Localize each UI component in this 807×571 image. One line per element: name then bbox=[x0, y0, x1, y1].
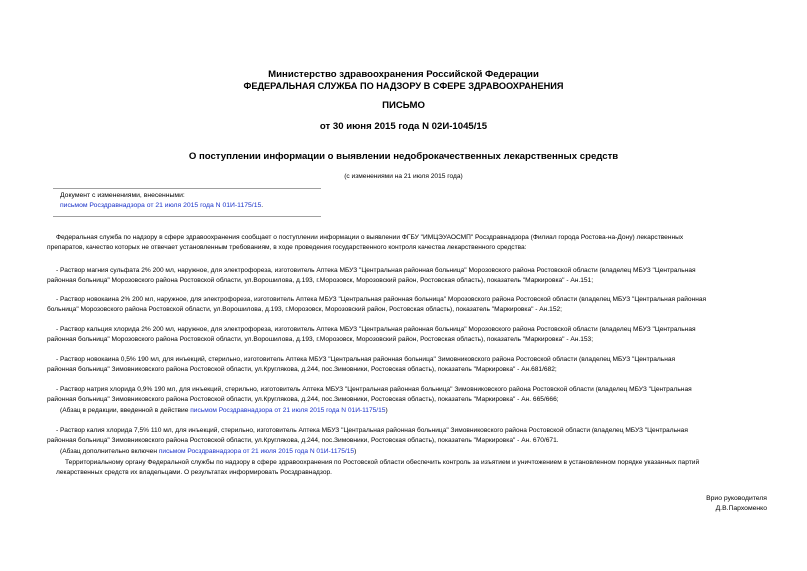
item-3-line-2: районная больница" Морозовского района Ростовской области, ул.Ворошилова, д.193, г.Морозовск, Морозовский район, Ростовская область), показатель "Маркировка" - Ан.153; bbox=[47, 336, 594, 343]
item-2-line-1: - Раствор новокаина 2% 200 мл, наружное, для электрофореза, изготовитель Аптека МБУЗ "Центральная районная больница" Морозовского района Ростовской области (владелец МБУЗ "Центральная районная bbox=[56, 296, 707, 303]
amendment-note-2-prefix: (Абзац дополнительно включен bbox=[60, 448, 159, 455]
item-3 bbox=[47, 325, 772, 345]
signature-position: Врио руководителя bbox=[706, 495, 767, 502]
item-1-line-1: - Раствор магния сульфата 2% 200 мл, наружное, для электрофореза, изготовитель Аптека МБУЗ "Центральная районная больница" Морозовского района Ростовской области (владелец МБУЗ "Центральная bbox=[56, 267, 696, 274]
amendment-link[interactable]: письмом Росздравнадзора от 21 июля 2015 года N 01И-1175/15 bbox=[60, 202, 262, 209]
item-5-line-2: районная больница" Зимовниковского района Ростовской области, ул.Круглякова, д.244, пос.Зимовники, Ростовская область), показатель "Маркировка" - Ан. 665/666; bbox=[47, 396, 559, 403]
signature-name: Д.В.Пархоменко bbox=[715, 504, 767, 512]
changes-note-link-line bbox=[60, 201, 263, 211]
amendment-note-1-suffix: ) bbox=[385, 407, 388, 414]
item-4-line-2: районная больница" Зимовниковского района Ростовской области, ул.Круглякова, д.244, пос.Зимовники, Ростовская область), показатель "Маркировка" - Ан.681/682; bbox=[47, 366, 557, 373]
intro-paragraph bbox=[47, 233, 772, 253]
amendment-note-2-link[interactable]: письмом Росздравнадзора от 21 июля 2015 года N 01И-1175/15 bbox=[158, 448, 355, 455]
item-4-line-1: - Раствор новокаина 0,5% 190 мл, для инъекций, стерильно, изготовитель Аптека МБУЗ "Центральная районная больница" Зимовниковского района Ростовской области (владелец МБУЗ "Центральная bbox=[56, 356, 676, 363]
document-subject: О поступлении информации о выявлении недоброкачественных лекарственных средств bbox=[188, 151, 619, 162]
amendment-note-1-link[interactable]: письмом Росздравнадзора от 21 июля 2015 года N 01И-1175/15 bbox=[190, 407, 386, 414]
changes-divider-top bbox=[53, 188, 321, 189]
closing-line-2: лекарственных средств их владельцами. О результатах информировать Росздравнадзор. bbox=[56, 469, 333, 476]
item-6-line-2: районная больница" Зимовниковского района Ростовской области, ул.Круглякова, д.244, пос.Зимовники, Ростовская область), показатель "Маркировка" - Ан. 670/671. bbox=[47, 437, 559, 444]
amendment-note-2-suffix: ) bbox=[354, 448, 357, 455]
closing-paragraph bbox=[56, 458, 772, 478]
document-type: ПИСЬМО bbox=[382, 100, 425, 111]
ministry-name: Министерство здравоохранения Российской Федерации bbox=[268, 69, 539, 80]
item-3-line-1: - Раствор кальция хлорида 2% 200 мл, наружное, для электрофореза, изготовитель Аптека МБУЗ "Центральная районная больница" Морозовского района Ростовской области (владелец МБУЗ "Центральная bbox=[56, 326, 696, 333]
amendment-note-1 bbox=[60, 406, 388, 415]
item-1 bbox=[47, 266, 772, 286]
service-name: ФЕДЕРАЛЬНАЯ СЛУЖБА ПО НАДЗОРУ В СФЕРЕ ЗДРАВООХРАНЕНИЯ bbox=[243, 81, 564, 91]
amendment-note-2 bbox=[60, 447, 356, 456]
item-5 bbox=[47, 385, 772, 405]
item-5-line-1: - Раствор натрия хлорида 0,9% 190 мл, для инъекций, стерильно, изготовитель Аптека МБУЗ "Центральная районная больница" Зимовниковского района Ростовской области (владелец МБУЗ "Центральная bbox=[56, 386, 692, 393]
changes-note-text: Документ с изменениями, внесенными: bbox=[60, 192, 185, 199]
revision-note: (с изменениями на 21 июля 2015 года) bbox=[344, 173, 463, 180]
signature-block bbox=[706, 494, 767, 513]
amendment-link-suffix: . bbox=[261, 202, 264, 209]
closing-line-1: Территориальному органу Федеральной службы по надзору в сфере здравоохранения по Ростовской области обеспечить контроль за изъятием и уничтожением в установленном порядке указанных партий bbox=[65, 459, 700, 466]
item-4 bbox=[47, 355, 772, 375]
changes-divider-bottom bbox=[53, 216, 321, 217]
item-2-line-2: больница" Морозовского района Ростовской области, ул.Ворошилова, д.193, г.Морозовск, Морозовский район, Ростовская область), показатель "Маркировка" - Ан.152; bbox=[47, 306, 563, 313]
item-2 bbox=[47, 295, 772, 315]
intro-line-1: Федеральная служба по надзору в сфере здравоохранения сообщает о поступлении информации о выявлении ФГБУ "ИМЦЭУАОСМП" Росздравнадзора (Филиал города Ростова-на-Дону) лекарственных bbox=[56, 234, 684, 241]
intro-line-2: препаратов, качество которых не отвечает установленным требованиям, в ходе проведения государственного контроля качества лекарственного средства: bbox=[47, 244, 527, 251]
item-6-line-1: - Раствор калия хлорида 7,5% 110 мл, для инъекций, стерильно, изготовитель Аптека МБУЗ "Центральная районная больница" Зимовниковского района Ростовской области (владелец МБУЗ "Центральная bbox=[56, 427, 688, 434]
item-1-line-2: районная больница" Морозовского района Ростовской области, ул.Ворошилова, д.193, г.Морозовск, Морозовский район, Ростовская область), показатель "Маркировка" - Ан.151; bbox=[47, 277, 594, 284]
amendment-note-1-prefix: (Абзац в редакции, введенной в действие bbox=[60, 407, 191, 414]
document-date-number: от 30 июня 2015 года N 02И-1045/15 bbox=[319, 121, 488, 132]
item-6 bbox=[47, 426, 772, 446]
